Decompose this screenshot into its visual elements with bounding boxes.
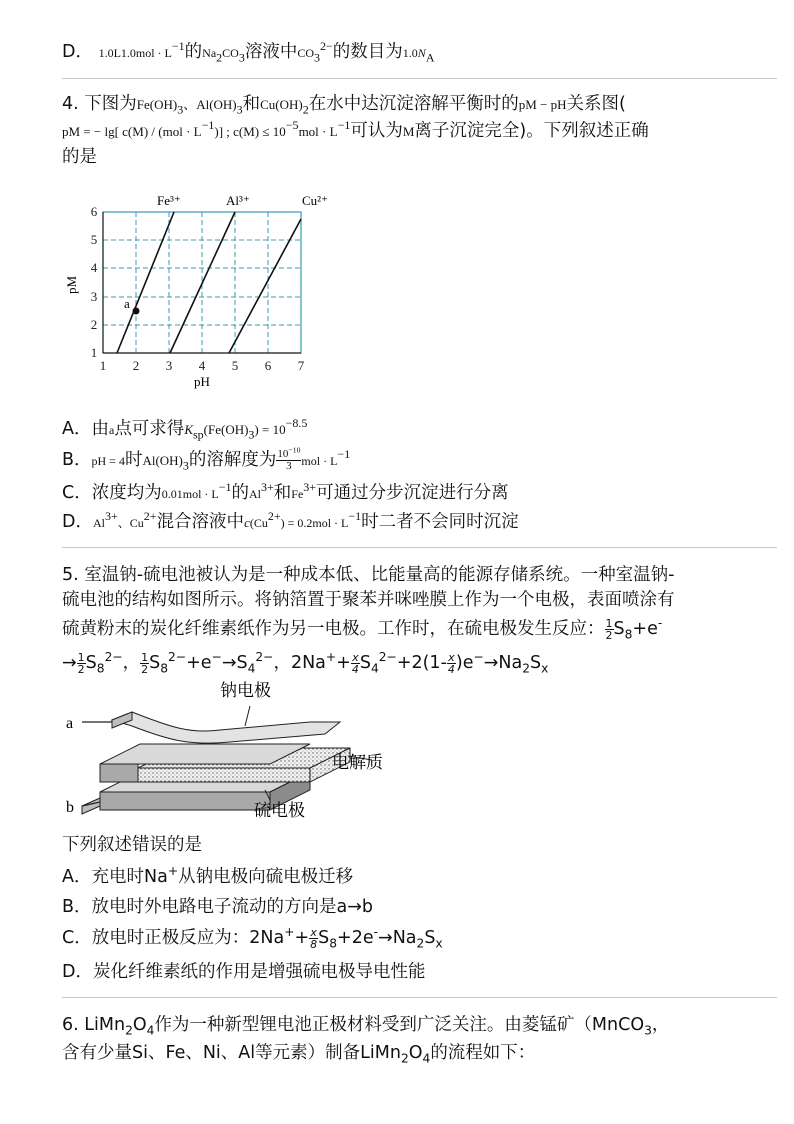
separator <box>62 997 777 998</box>
fraction: $\frac{1}{2}$ <box>605 616 613 642</box>
label-sulfur-electrode: 硫电极 <box>254 801 305 820</box>
q5-stem-line2: 硫电池的结构如图所示。将钠箔置于聚苯并咪唑膜上作为一个电极，表面喷涂有 <box>62 590 675 610</box>
y-tick-label: 3 <box>90 289 98 304</box>
fraction: $\frac{1}{2}$ <box>141 650 149 676</box>
q5-option-c: C．放电时正极反应为：2Na++ $\frac{x}{8}$ $S_8+2e^-\to Na_2S_x$ <box>62 925 443 951</box>
point-a <box>133 308 140 315</box>
x-tick-label: 1 <box>99 358 107 373</box>
q3-option-d: D． $1.0L1.0mol \cdot L^{-1}$的$Na_2CO_3$溶液中$CO_3^{2-}$的数目为$1.0N_A$ <box>62 39 435 65</box>
q4-option-b: B．pH = 4时$Al(OH)_3$的溶解度为 $\frac{10^{-10}}{3}$ mol · $L^{-1}$ <box>62 444 351 473</box>
label-a: a <box>66 715 74 732</box>
label-electrolyte: 电解质 <box>332 753 383 772</box>
fraction: $\frac{x}{4}$ <box>351 650 359 676</box>
x-tick-label: 4 <box>198 358 206 373</box>
label-b: b <box>66 799 74 816</box>
fraction: $\frac{10^{-10}}{3}$ <box>277 444 301 472</box>
q4-option-d: D．$Al^{3+}$、$Cu^{2+}$混合溶液中$c(Cu^{2+}) = 0.2mol \cdot L^{-1}$时二者不会同时沉淀 <box>62 509 519 532</box>
cu-series-label: Cu²⁺ <box>302 193 328 208</box>
q6-stem-line1: 6. $LiMn_2O_4$作为一种新型锂电池正极材料受到广泛关注。由菱锰矿（MnCO$_3$， <box>62 1015 670 1038</box>
sodium-electrode <box>112 712 340 743</box>
q4-stem-line1: 4. 下图为$Fe(OH)_3$、$Al(OH)_3$和$Cu(OH)_2$在水中达沉淀溶解平衡时的pM − pH关系图( <box>62 94 626 117</box>
al-series-label: Al³⁺ <box>226 193 250 208</box>
sodium-sulfur-battery-diagram <box>60 672 420 832</box>
point-a-label: a <box>124 296 130 311</box>
q5-option-d: D．炭化纤维素纸的作用是增强硫电极导电性能 <box>62 962 426 982</box>
y-axis-title: pM <box>64 275 79 295</box>
q5-option-a: A．充电时Na+从钠电极向硫电极迁移 <box>62 864 354 887</box>
x-tick-label: 7 <box>297 358 305 373</box>
y-tick-label: 5 <box>90 232 98 247</box>
y-tick-label: 6 <box>90 204 98 219</box>
q4-option-c: C．浓度均为$0.01mol \cdot L^{-1}$的$Al^{3+}$和$Fe^{3+}$可通过分步沉淀进行分离 <box>62 480 509 503</box>
y-tick-label: 1 <box>90 345 98 360</box>
cu-line <box>229 219 301 353</box>
q4-option-a: A．由a点可求得$K_{sp}(Fe(OH)_3) = 10^{-8.5}$ <box>62 416 308 442</box>
q5-option-b: B．放电时外电路电子流动的方向是a→b <box>62 897 374 917</box>
separator <box>62 547 777 548</box>
x-axis-title: pH <box>194 374 210 389</box>
x-tick-label: 2 <box>132 358 140 373</box>
fraction: $\frac{x}{8}$ <box>310 925 318 951</box>
q6-stem-line2: 含有少量Si、Fe、Ni、Al等元素）制备$LiMn_2O_4$的流程如下： <box>62 1043 536 1066</box>
label-sodium-electrode: 钠电极 <box>220 681 271 700</box>
fe-line <box>117 212 174 353</box>
al-line <box>170 212 235 353</box>
fe-series-label: Fe³⁺ <box>157 193 181 208</box>
q5-stem-line4: → $\frac{1}{2}$ $S_8^{2-}$， $\frac{1}{2}$ $S_8^{2-}+e^-\to S_4^{2-}$，2Na++ $\frac{x}{4}$ $S_4^{2-}+2(1-$ $\frac{x}{4}$ )$e^-\to Na_2S_x$ <box>62 650 549 676</box>
y-tick-label: 2 <box>90 317 98 332</box>
q5-stem-line1: 5. 室温钠-硫电池被认为是一种成本低、比能量高的能源存储系统。一种室温钠- <box>62 565 675 585</box>
x-tick-label: 3 <box>165 358 173 373</box>
y-tick-label: 4 <box>90 260 98 275</box>
q4-stem-line3: 的是 <box>62 147 97 167</box>
fraction: $\frac{1}{2}$ <box>77 650 85 676</box>
fraction: $\frac{x}{4}$ <box>447 650 455 676</box>
pm-ph-chart <box>60 190 340 390</box>
q4-stem-line2: pM = − lg[ $c(M) / (mol \cdot L^{-1})$] ; $c(M) \le 10^{-5}mol \cdot L^{-1}$可认为M离子沉淀完全)。下列叙述正确 <box>62 118 649 141</box>
q5-stem-line3: 硫黄粉末的炭化纤维素纸作为另一电极。工作时，在硫电极发生反应： $\frac{1}{2}$ $S_8+e^-$ <box>62 616 663 642</box>
x-tick-label: 5 <box>231 358 239 373</box>
x-tick-label: 6 <box>264 358 272 373</box>
q5-ask: 下列叙述错误的是 <box>62 835 202 855</box>
separator <box>62 78 777 79</box>
leader-line <box>245 706 250 726</box>
